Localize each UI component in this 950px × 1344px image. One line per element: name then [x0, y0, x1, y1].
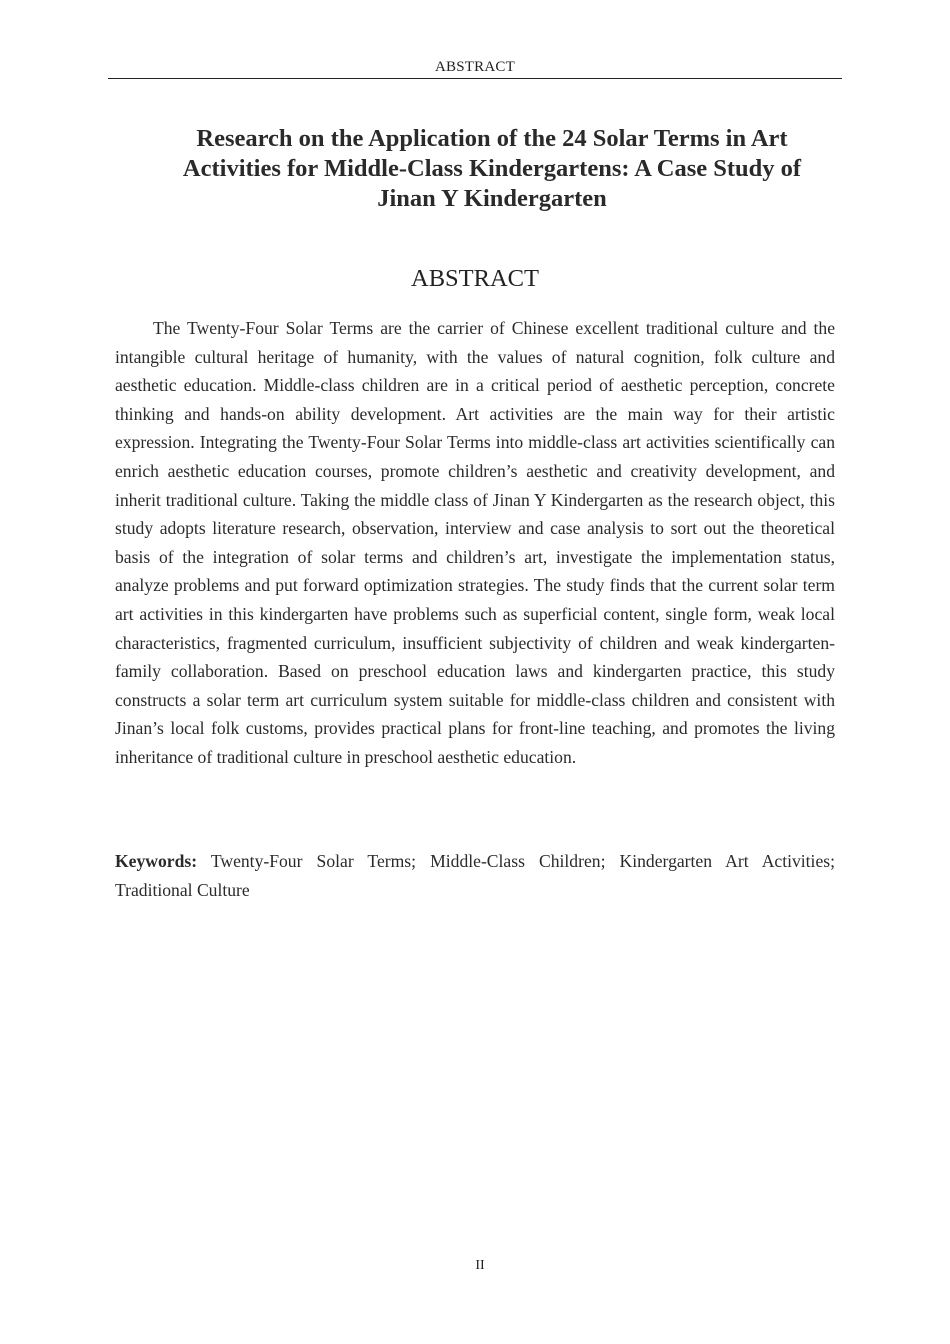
document-title: Research on the Application of the 24 Solar Terms in Art Activities for Middle-Class Kindergartens: A Case Study of Jinan Y Kindergarten	[182, 125, 802, 212]
running-header: ABSTRACT	[435, 59, 515, 75]
keywords-text: Twenty-Four Solar Terms; Middle-Class Children; Kindergarten Art Activities; Traditional Culture	[115, 851, 835, 900]
page-number: II	[475, 1258, 485, 1273]
keywords-label: Keywords:	[115, 851, 198, 871]
abstract-heading: ABSTRACT	[411, 265, 539, 292]
keywords-line	[115, 847, 835, 904]
abstract-paragraph: The Twenty-Four Solar Terms are the carrier of Chinese excellent traditional culture and the intangible cultural heritage of humanity, with the values of natural cognition, folk culture and aesthetic education. Middle-class children are in a critical period of aesthetic perception, concrete thinking and hands-on ability development. Art activities are the main way for their artistic expression. Integrating the Twenty-Four Solar Terms into middle-class art activities scientifically can enrich aesthetic education courses, promote children’s aesthetic and creativity development, and inherit traditional culture. Taking the middle class of Jinan Y Kindergarten as the research object, this study adopts literature research, observation, interview and case analysis to sort out the theoretical basis of the integration of solar terms and children’s art, investigate the implementation status, analyze problems and put forward optimization strategies. The study finds that the current solar term art activities in this kindergarten have problems such as superficial content, single form, weak local characteristics, fragmented curriculum, insufficient subjectivity of children and weak kindergarten-family collaboration. Based on preschool education laws and kindergarten practice, this study constructs a solar term art curriculum system suitable for middle-class children and consistent with Jinan’s local folk customs, provides practical plans for front-line teaching, and promotes the living inheritance of traditional culture in preschool aesthetic education.	[115, 318, 835, 767]
header-divider	[108, 78, 842, 79]
